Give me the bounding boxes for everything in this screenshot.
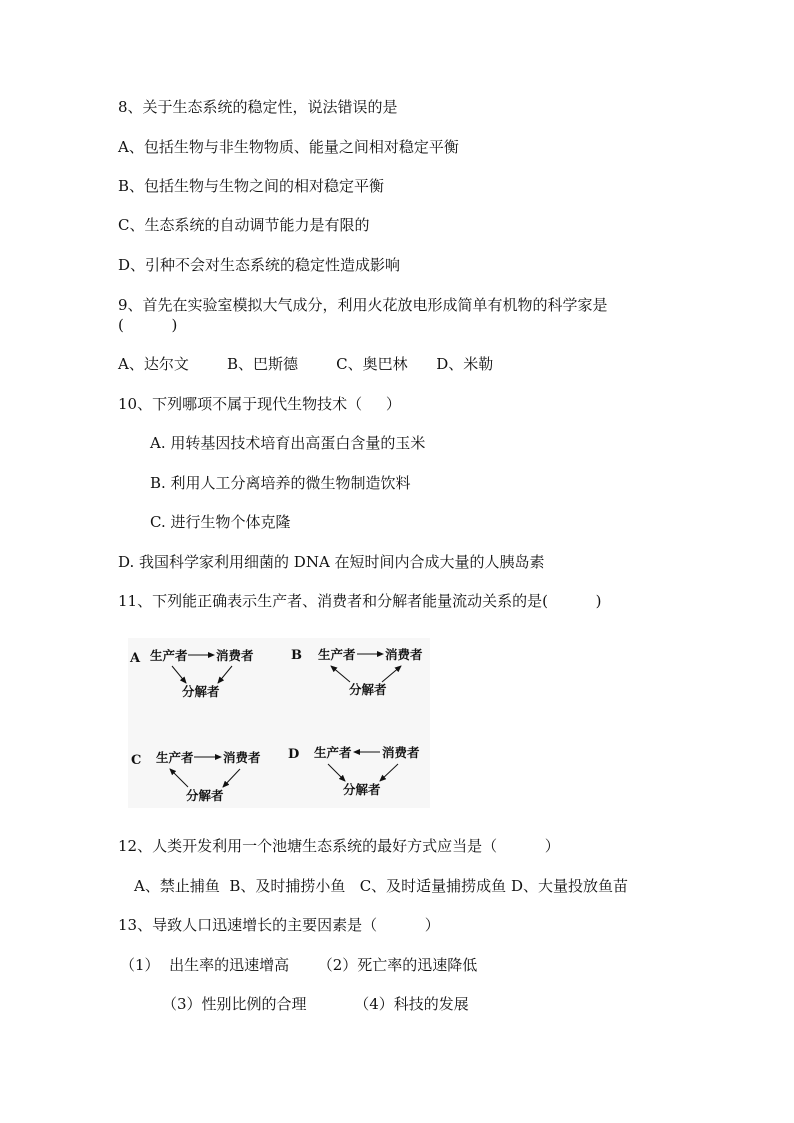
q13-options-row1: （1） 出生率的迅速增高 （2）死亡率的迅速降低 [120,956,478,974]
q13-options-row2: （3）性别比例的合理 （4）科技的发展 [162,995,469,1013]
panel-d-label: D [288,747,300,762]
panel-b-producer: 生产者 [318,647,356,662]
panel-a-producer: 生产者 [150,648,188,663]
panel-a-label: A [130,651,141,666]
panel-d-producer: 生产者 [314,745,352,760]
q12-options: A、禁止捕鱼 B、及时捕捞小鱼 C、及时适量捕捞成鱼 D、大量投放鱼苗 [134,877,628,895]
q8-option-b: B、包括生物与生物之间的相对稳定平衡 [118,177,385,195]
panel-b-consumer: 消费者 [385,647,423,662]
q9-stem: 9、首先在实验室模拟大气成分，利用火花放电形成简单有机物的科学家是 [118,296,608,314]
q9-answer-paren: ( ) [118,316,178,334]
q11-stem: 11、下列能正确表示生产者、消费者和分解者能量流动关系的是( ) [118,592,602,610]
q8-option-c: C、生态系统的自动调节能力是有限的 [118,216,370,234]
panel-a-decomposer: 分解者 [182,684,220,699]
q10-option-d: D. 我国科学家利用细菌的 DNA 在短时间内合成大量的人胰岛素 [118,553,545,571]
panel-c-decomposer: 分解者 [186,788,224,803]
q8-option-a: A、包括生物与非生物物质、能量之间相对稳定平衡 [118,138,459,156]
panel-d-decomposer: 分解者 [343,782,381,797]
q10-stem: 10、下列哪项不属于现代生物技术（ ） [118,395,401,413]
panel-b-decomposer: 分解者 [349,682,387,697]
q10-option-a: A. 用转基因技术培育出高蛋白含量的玉米 [150,434,426,452]
panel-a [129,648,254,699]
panel-d [288,745,420,797]
panel-d-consumer: 消费者 [382,745,420,760]
q10-option-c: C. 进行生物个体克隆 [150,513,291,531]
q8-stem: 8、关于生态系统的稳定性，说法错误的是 [118,98,398,116]
q13-stem: 13、导致人口迅速增长的主要因素是（ ） [118,916,440,934]
energy-flow-diagram [128,638,430,808]
panel-c-label: C [131,753,142,768]
panel-b-label: B [291,648,302,663]
panel-a-consumer: 消费者 [216,648,254,663]
panel-c-consumer: 消费者 [223,750,261,765]
panel-b [291,647,423,697]
q8-option-d: D、引种不会对生态系统的稳定性造成影响 [118,256,401,274]
q12-stem: 12、人类开发利用一个池塘生态系统的最好方式应当是（ ） [118,837,560,855]
energy-flow-figure [128,638,430,808]
q10-option-b: B. 利用人工分离培养的微生物制造饮料 [150,474,411,492]
panel-c [131,750,261,803]
q9-options: A、达尔文 B、巴斯德 C、奥巴林 D、米勒 [118,355,494,373]
panel-c-producer: 生产者 [156,750,194,765]
